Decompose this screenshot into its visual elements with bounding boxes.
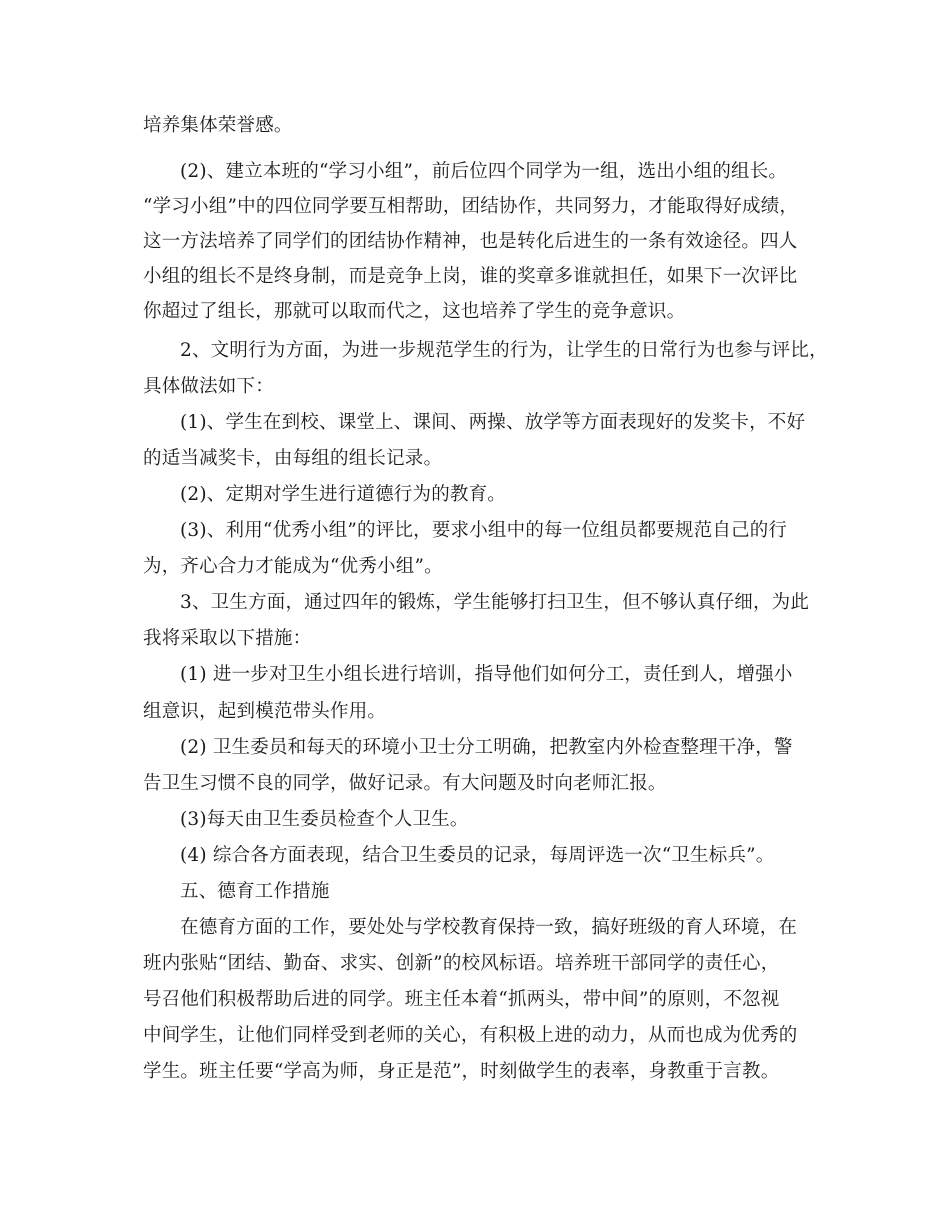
text-line: (3)每天由卫生委员检查个人卫生。 <box>180 809 469 830</box>
text-line: “学习小组”中的四位同学要互相帮助，团结协作，共同努力，才能取得好成绩， <box>143 196 799 217</box>
text-line: 这一方法培养了同学们的团结协作精神，也是转化后进生的一条有效途径。四人 <box>143 231 798 252</box>
text-line: 告卫生习惯不良的同学，做好记录。有大问题及时向老师汇报。 <box>143 773 667 794</box>
text-line: 学生。班主任要“学高为师，身正是范”，时刻做学生的表率，身教重于言教。 <box>143 1061 780 1082</box>
text-line: 我将采取以下措施： <box>143 628 312 649</box>
section-heading: 五、德育工作措施 <box>180 881 330 902</box>
text-line: 班内张贴“团结、勤奋、求实、创新”的校风标语。培养班干部同学的责任心， <box>143 953 780 974</box>
text-line: 中间学生，让他们同样受到老师的关心，有积极上进的动力，从而也成为优秀的 <box>143 1025 798 1046</box>
text-line: (2)、定期对学生进行道德行为的教育。 <box>180 484 507 505</box>
text-line: 为，齐心合力才能成为“优秀小组”。 <box>143 556 443 577</box>
text-line: 的适当减奖卡，由每组的组长记录。 <box>143 448 443 469</box>
text-line: (2)、建立本班的“学习小组”，前后位四个同学为一组，选出小组的组长。 <box>180 161 788 182</box>
text-line: 小组的组长不是终身制，而是竞争上岗，谁的奖章多谁就担任，如果下一次评比 <box>143 266 798 287</box>
text-line: 3、卫生方面，通过四年的锻炼，学生能够打扫卫生，但不够认真仔细，为此 <box>180 592 810 613</box>
text-line: 组意识，起到模范带头作用。 <box>143 701 387 722</box>
text-line: (4) 综合各方面表现，结合卫生委员的记录，每周评选一次“卫生标兵”。 <box>180 845 775 866</box>
text-line: (1)、学生在到校、课堂上、课间、两操、放学等方面表现好的发奖卡，不好 <box>180 412 806 433</box>
text-line: (2) 卫生委员和每天的环境小卫士分工明确，把教室内外检查整理干净，警 <box>180 737 793 758</box>
text-line: 具体做法如下： <box>143 376 274 397</box>
text-line: 2、文明行为方面，为进一步规范学生的行为，让学生的日常行为也参与评比， <box>180 340 828 361</box>
text-line: 培养集体荣誉感。 <box>143 115 293 136</box>
text-line: 你超过了组长，那就可以取而代之，这也培养了学生的竞争意识。 <box>143 301 686 322</box>
text-line: (1) 进一步对卫生小组长进行培训，指导他们如何分工，责任到人，增强小 <box>180 664 793 685</box>
text-line: 号召他们积极帮助后进的同学。班主任本着“抓两头，带中间”的原则，不忽视 <box>143 989 780 1010</box>
text-line: (3)、利用“优秀小组”的评比，要求小组中的每一位组员都要规范自己的行 <box>180 520 788 541</box>
text-line: 在德育方面的工作，要处处与学校教育保持一致，搞好班级的育人环境，在 <box>180 917 798 938</box>
